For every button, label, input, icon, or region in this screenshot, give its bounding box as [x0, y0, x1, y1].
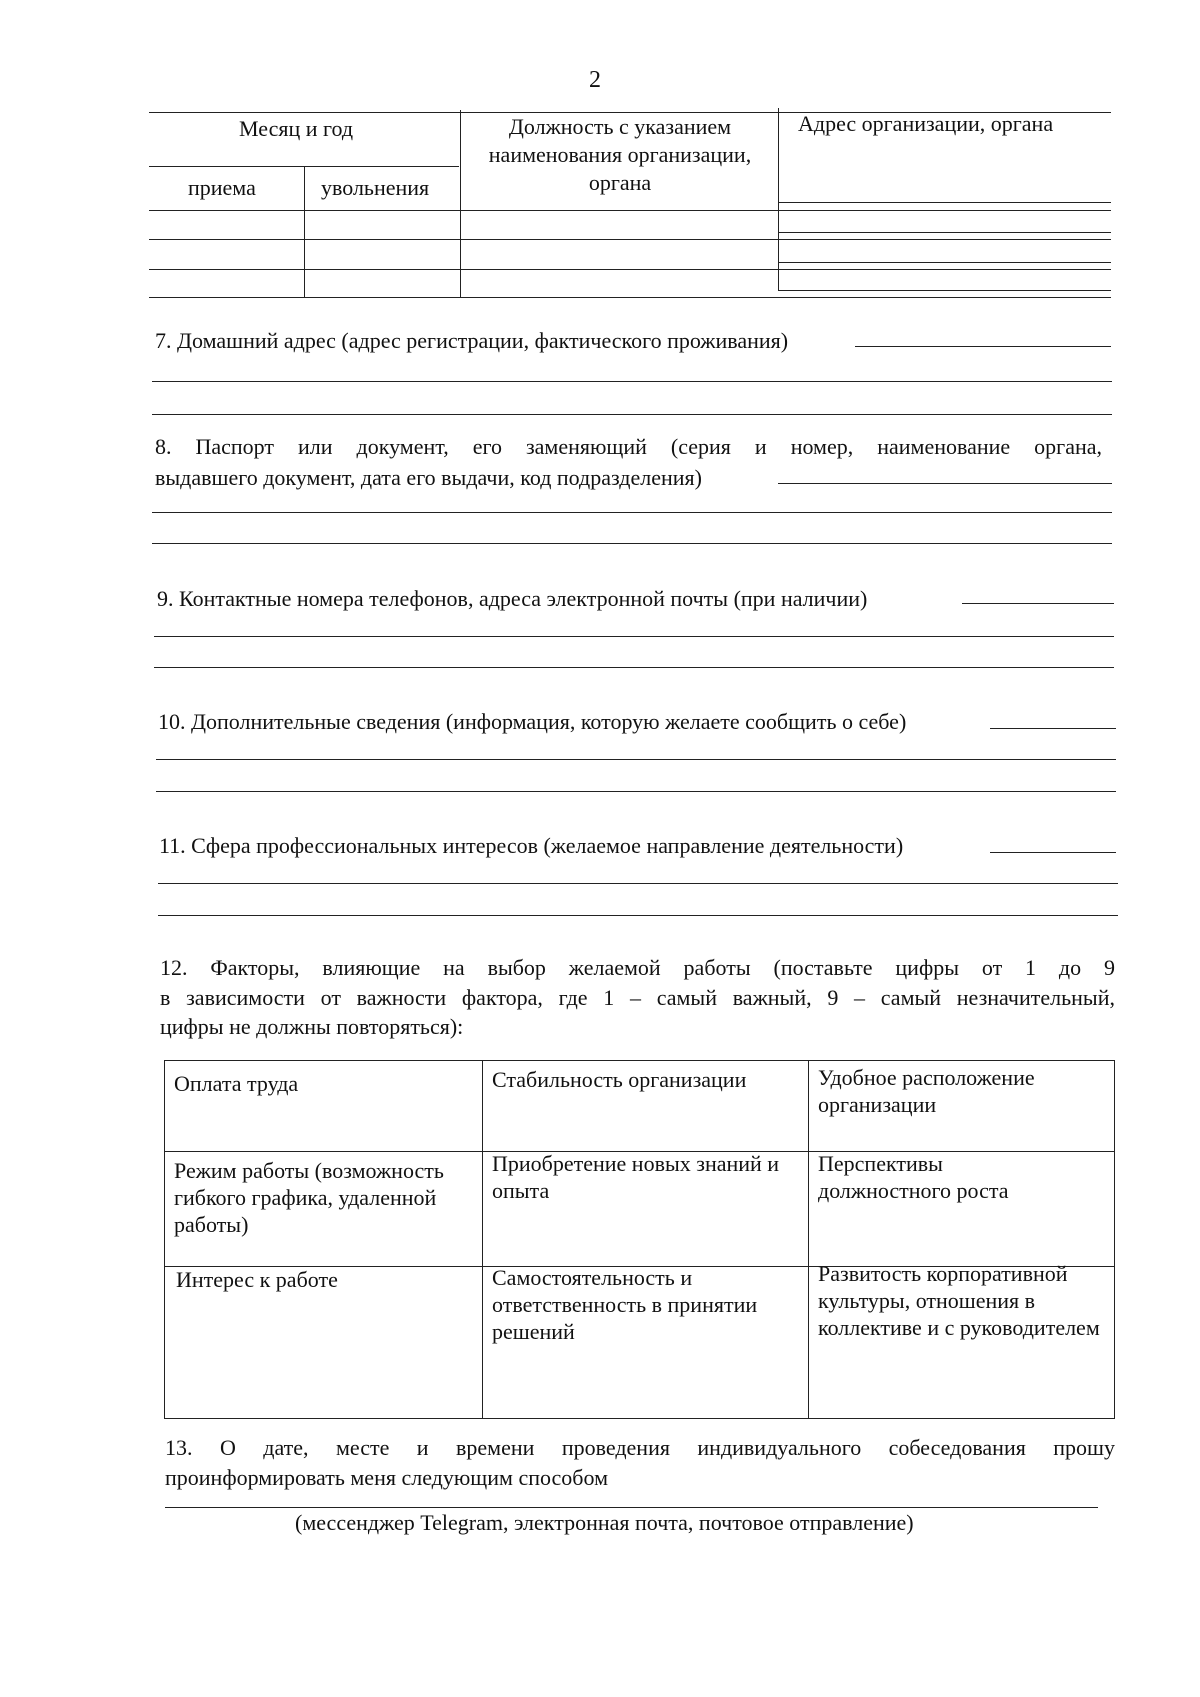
home-address-label: 7. Домашний адрес (адрес регистрации, фактического проживания): [155, 328, 789, 353]
factor-cell: Перспективы должностного роста: [818, 1151, 1009, 1203]
home-address-line[interactable]: [855, 346, 1111, 347]
professional-interests-label: 11. Сфера профессиональных интересов (желаемое направление деятельности): [159, 833, 904, 858]
contacts-label: 9. Контактные номера телефонов, адреса электронной почты (при наличии): [157, 586, 868, 611]
passport-line[interactable]: [778, 483, 1112, 484]
factor-cell: Интерес к работе: [176, 1267, 338, 1292]
factor-cell: Режим работы (возможность гибкого графика, удаленной работы): [174, 1158, 444, 1237]
additional-info-line[interactable]: [156, 759, 1116, 760]
factor-cell: Приобретение новых знаний и опыта: [492, 1151, 780, 1203]
factors-intro-line1: 12. Факторы, влияющие на выбор желаемой работы (поставьте цифры от 1 до 9: [160, 955, 1115, 980]
col-position-header: Должность с указанием наименования организации, органа: [488, 114, 752, 195]
col-month-year-header: Месяц и год: [239, 116, 354, 141]
col-dismissed-header: увольнения: [321, 175, 430, 200]
factor-cell: Развитость корпоративной культуры, отношения в коллективе и с руководителем: [818, 1261, 1100, 1340]
passport-label-line1: 8. Паспорт или документ, его заменяющий (серия и номер, наименование органа,: [155, 434, 1102, 459]
contacts-line[interactable]: [154, 667, 1114, 668]
professional-interests-line[interactable]: [158, 915, 1118, 916]
professional-interests-line[interactable]: [158, 883, 1118, 884]
additional-info-line[interactable]: [990, 728, 1116, 729]
factor-cell: Оплата труда: [174, 1071, 299, 1096]
factors-intro-line2: в зависимости от важности фактора, где 1 – самый важный, 9 – самый незначительный,: [160, 985, 1115, 1010]
notify-method-hint: (мессенджер Telegram, электронная почта, почтовое отправление): [295, 1510, 914, 1535]
additional-info-line[interactable]: [156, 791, 1116, 792]
additional-info-label: 10. Дополнительные сведения (информация, которую желаете сообщить о себе): [158, 709, 907, 734]
col-hired-header: приема: [188, 175, 256, 200]
professional-interests-line[interactable]: [990, 852, 1116, 853]
interview-notify-line2: проинформировать меня следующим способом: [165, 1465, 608, 1490]
col-address-header: Адрес организации, органа: [798, 111, 1054, 136]
passport-line[interactable]: [152, 543, 1112, 544]
notify-method-line[interactable]: [165, 1507, 1098, 1508]
interview-notify-line1: 13. О дате, месте и времени проведения индивидуального собеседования прошу: [165, 1435, 1115, 1460]
passport-label-line2: выдавшего документ, дата его выдачи, код подразделения): [155, 465, 702, 490]
contacts-line[interactable]: [154, 636, 1114, 637]
factor-cell: Стабильность организации: [492, 1067, 747, 1092]
passport-line[interactable]: [152, 512, 1112, 513]
factor-cell: Удобное расположение организации: [818, 1065, 1035, 1117]
factor-cell: Самостоятельность и ответственность в принятии решений: [492, 1265, 758, 1344]
home-address-line[interactable]: [152, 381, 1112, 382]
contacts-line[interactable]: [962, 603, 1114, 604]
home-address-line[interactable]: [152, 414, 1112, 415]
page-number: 2: [589, 67, 601, 93]
factors-intro-line3: цифры не должны повторяться):: [160, 1014, 464, 1039]
